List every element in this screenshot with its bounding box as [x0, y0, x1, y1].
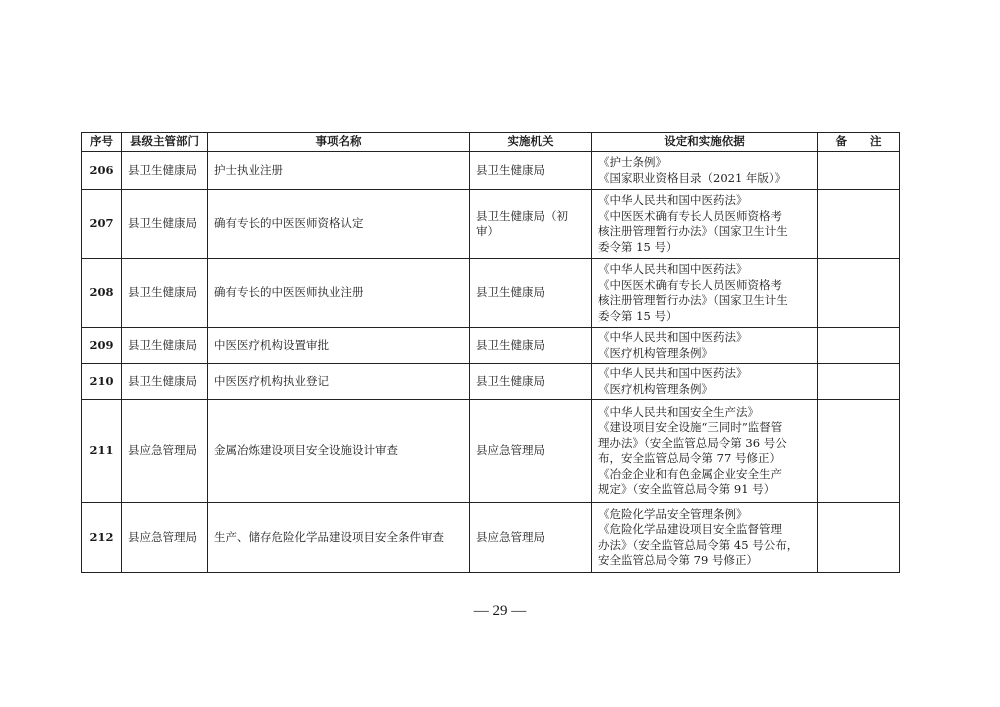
dept-cell: 县卫生健康局: [122, 364, 208, 400]
dept-cell: 县卫生健康局: [122, 152, 208, 190]
basis-line: 《建设项目安全设施“三同时”监督管: [598, 420, 783, 434]
basis-line: 《危险化学品安全管理条例》: [598, 506, 748, 521]
dept-cell: 县应急管理局: [122, 503, 208, 573]
row-number: 206: [82, 152, 122, 190]
item-name-cell: 中医医疗机构执业登记: [208, 364, 470, 400]
note-cell: [818, 364, 900, 400]
note-cell: [818, 328, 900, 364]
basis-line: 《中华人民共和国中医药法》: [598, 366, 748, 380]
item-name-cell: 中医医疗机构设置审批: [208, 328, 470, 364]
row-number: 211: [82, 400, 122, 503]
basis-line: 《中医医术确有专长人员医师资格考: [598, 277, 782, 292]
dept-cell: 县卫生健康局: [122, 328, 208, 364]
agency-cell: 县卫生健康局: [470, 328, 592, 364]
note-cell: [818, 400, 900, 503]
item-name-cell: 确有专长的中医医师执业注册: [208, 259, 470, 328]
basis-line: 《国家职业资格目录（2021 年版）》: [598, 170, 787, 185]
item-name-cell: 生产、储存危险化学品建设项目安全条件审查: [208, 503, 470, 573]
row-number: 208: [82, 259, 122, 328]
dept-cell: 县卫生健康局: [122, 259, 208, 328]
header-item: 事项名称: [208, 133, 470, 152]
basis-line: 《中华人民共和国中医药法》: [598, 262, 748, 276]
table-row: [82, 190, 900, 259]
basis-line: 办法》（安全监管总局令第 45 号公布，: [598, 537, 799, 552]
header-agency: 实施机关: [470, 133, 592, 152]
header-note: 备 注: [818, 133, 900, 152]
table-row: [82, 259, 900, 328]
agency-cell: 县卫生健康局: [470, 364, 592, 400]
basis-line: 委令第 15 号）: [598, 239, 678, 254]
dept-cell: 县应急管理局: [122, 400, 208, 503]
header-basis: 设定和实施依据: [592, 133, 818, 152]
agency-cell: 县应急管理局: [470, 400, 592, 503]
table-row: [82, 400, 900, 503]
basis-line: 《中华人民共和国安全生产法》: [598, 404, 759, 419]
basis-cell: [592, 400, 818, 503]
basis-line: 《冶金企业和有色金属企业安全生产: [598, 466, 782, 481]
basis-cell: [592, 364, 818, 400]
item-name-cell: 金属冶炼建设项目安全设施设计审查: [208, 400, 470, 503]
basis-line: 委令第 15 号）: [598, 308, 678, 323]
basis-line: 《护士条例》: [598, 155, 667, 169]
table-row: [82, 152, 900, 190]
dept-cell: 县卫生健康局: [122, 190, 208, 259]
agency-cell: 县卫生健康局: [470, 152, 592, 190]
basis-line: 《中医医术确有专长人员医师资格考: [598, 208, 782, 223]
basis-line: 《中华人民共和国中医药法》: [598, 193, 748, 207]
note-cell: [818, 259, 900, 328]
basis-line: 《危险化学品建设项目安全监督管理: [598, 522, 782, 536]
table-row: [82, 328, 900, 364]
basis-line: 核注册管理暂行办法》（国家卫生计生: [598, 293, 788, 307]
basis-line: 布，安全监管总局令第 77 号修正）: [598, 451, 781, 465]
item-name-cell: 确有专长的中医医师资格认定: [208, 190, 470, 259]
row-number: 207: [82, 190, 122, 259]
item-name-cell: 护士执业注册: [208, 152, 470, 190]
header-no: 序号: [82, 133, 122, 152]
basis-line: 理办法》（安全监管总局令第 36 号公: [598, 435, 787, 450]
note-cell: [818, 503, 900, 573]
basis-line: 《医疗机构管理条例》: [598, 381, 713, 396]
agency-cell: 县应急管理局: [470, 503, 592, 573]
basis-cell: [592, 328, 818, 364]
basis-cell: [592, 190, 818, 259]
basis-line: 安全监管总局令第 79 号修正）: [598, 553, 758, 567]
basis-line: 核注册管理暂行办法》（国家卫生计生: [598, 224, 788, 238]
note-cell: [818, 190, 900, 259]
note-cell: [818, 152, 900, 190]
matters-table: [81, 132, 900, 573]
basis-cell: [592, 503, 818, 573]
agency-cell: 县卫生健康局: [470, 259, 592, 328]
table-row: [82, 503, 900, 573]
row-number: 209: [82, 328, 122, 364]
basis-cell: [592, 152, 818, 190]
agency-cell: 县卫生健康局（初审）: [470, 190, 592, 259]
row-number: 210: [82, 364, 122, 400]
basis-line: 《医疗机构管理条例》: [598, 345, 713, 360]
basis-line: 规定》（安全监管总局令第 91 号）: [598, 482, 776, 496]
basis-cell: [592, 259, 818, 328]
basis-line: 《中华人民共和国中医药法》: [598, 330, 748, 344]
table-row: [82, 364, 900, 400]
table-header-row: [82, 133, 900, 152]
header-dept: 县级主管部门: [122, 133, 208, 152]
page-number: — 29 —: [473, 603, 527, 619]
row-number: 212: [82, 503, 122, 573]
